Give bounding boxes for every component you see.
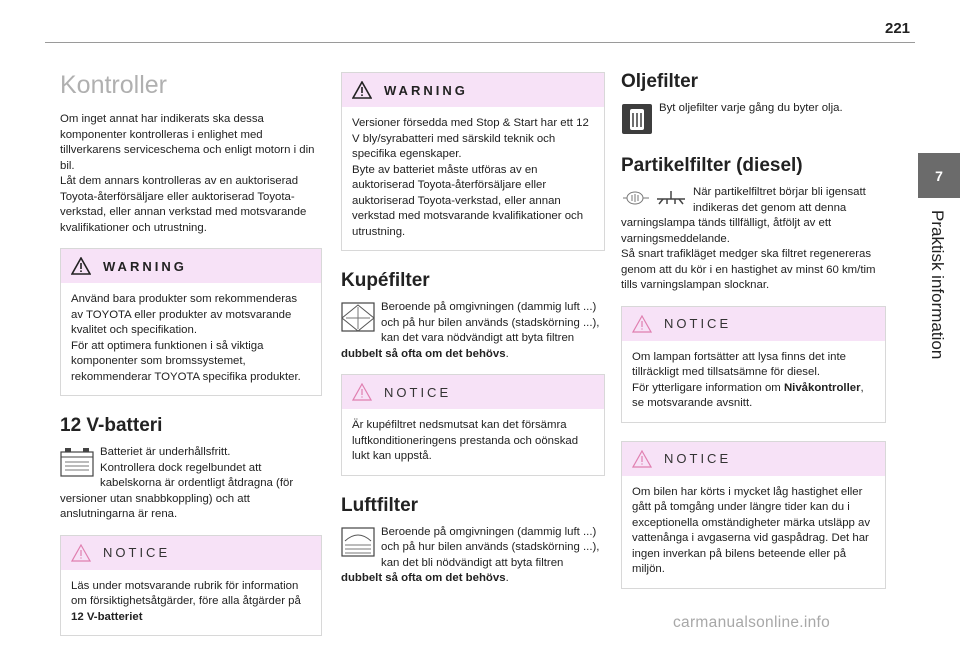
notice-header (622, 442, 885, 476)
batteri-text-1: Batteriet är underhållsfritt. (100, 446, 231, 458)
notice-label: NOTICE (384, 384, 452, 400)
partikelfilter-text-2: Så snart trafikläget medger ska filtret regenereras genom att du kör i en hastighet av minst 60 km/tim tills varningslampan slocknar. (621, 248, 876, 291)
notice-box-batteri (60, 535, 322, 637)
page-number: 221 (885, 20, 911, 37)
oil-filter-icon (621, 103, 653, 140)
notice-triangle-icon (632, 450, 652, 468)
notice-triangle-icon (632, 315, 652, 333)
partikelfilter-text-1: När partikelfiltret börjar bli igensatt indikeras det genom att denna varningslampa tänds tillfälligt, åtföljt av ett varningsmeddelande. (621, 186, 866, 245)
notice-bold-link[interactable]: 12 V-batteriet (71, 610, 143, 623)
column-1 (60, 70, 322, 654)
notice-header (342, 375, 604, 409)
batteri-text-2: Kontrollera dock regelbundet att kabelskorna är ordentligt åtdragna (för versioner utan snabbkoppling) och att anslutningarna är rena. (60, 461, 294, 520)
notice-text-2: För ytterligare information om Nivåkontroller, se motsvarande avsnitt. (632, 381, 864, 409)
warning-text-2: För att optimera funktionen i så viktiga komponenter som bromssystemet, rekommenderar TOYOTA specifika produkter. (71, 339, 301, 383)
notice-bold-link[interactable]: Nivåkontroller (783, 381, 861, 394)
footer-watermark: carmanualsonline.info (673, 614, 831, 631)
warning-box-stop-start (341, 72, 605, 251)
notice-box-vattenanga (621, 441, 886, 589)
top-divider (45, 42, 915, 43)
notice-label: NOTICE (103, 545, 171, 560)
notice-label: NOTICE (664, 451, 732, 466)
warning-header (342, 73, 604, 107)
column-2 (341, 70, 605, 587)
kupefilter-text: Beroende på omgivningen (dammig luft ...) och på hur bilen används (stadskörning ...), kan det vara nödvändigt att byta filtren dubbelt så ofta om det behövs. (341, 301, 600, 360)
notice-box-kupefilter (341, 374, 605, 476)
section-title-luftfilter: Luftfilter (341, 494, 419, 516)
warning-text-1: Versioner försedda med Stop & Start har ett 12 V bly/syrabatteri med särskild teknik och specifika egenskaper. (352, 117, 589, 160)
notice-label: NOTICE (664, 316, 732, 331)
kontroller-paragraph-1: Om inget annat har indikerats ska dessa komponenter kontrolleras i enlighet med tillverkarens serviceschema och enligt motorn i din bil. (60, 113, 315, 172)
cabin-filter-icon (341, 302, 375, 337)
warning-label: WARNING (384, 82, 468, 98)
chapter-title: Praktisk information (928, 210, 947, 360)
luftfilter-text: Beroende på omgivningen (dammig luft ...) och på hur bilen används (stadskörning ...), kan det bli nödvändigt att byta filtren dubbelt så ofta om det behövs. (341, 525, 600, 584)
warning-label: WARNING (103, 258, 187, 274)
notice-text: Läs under motsvarande rubrik för information om försiktighetsåtgärder, före alla åtgärder på 12 V-batteriet (71, 579, 301, 623)
kontroller-paragraph-2: Låt dem annars kontrolleras av en auktoriserad Toyota-återförsäljare eller auktoriserad Toyota-verkstad, eller annan verkstad med motsvarande kvalifikationer och utrustning. (60, 175, 307, 234)
notice-text-1: Om lampan fortsätter att lysa finns det inte tillräckligt med tillsatsämne för diesel. (632, 350, 846, 378)
notice-triangle-icon (71, 544, 91, 562)
warning-triangle-icon (352, 81, 372, 99)
particle-filter-warning-icon (621, 187, 687, 214)
oljefilter-text: Byt oljefilter varje gång du byter olja. (659, 102, 843, 114)
notice-text: Är kupéfiltret nedsmutsat kan det försämra luftkonditioneringens prestanda och oönskad lukt kan uppstå. (352, 419, 579, 462)
section-title-kupefilter: Kupéfilter (341, 270, 430, 291)
section-title-partikelfilter: Partikelfilter (diesel) (621, 155, 803, 176)
section-title-oljefilter: Oljefilter (621, 71, 699, 92)
notice-header (622, 307, 885, 341)
air-filter-icon (341, 527, 375, 562)
warning-triangle-icon (71, 257, 91, 275)
section-title-batteri: 12 V-batteri (60, 415, 163, 436)
notice-box-lampa (621, 306, 886, 423)
warning-box-products (60, 248, 322, 396)
battery-icon (60, 447, 94, 482)
warning-header (61, 249, 321, 283)
notice-header (61, 536, 321, 570)
column-3 (621, 70, 886, 607)
warning-text-2: Byte av batteriet måste utföras av en auktoriserad Toyota-återförsäljare eller auktoriserad Toyota-verkstad, eller annan verkstad med motsvarande kvalifikationer och utrustning. (352, 163, 584, 238)
notice-triangle-icon (352, 383, 372, 401)
chapter-tab[interactable]: 7 (918, 153, 960, 198)
notice-text: Om bilen har körts i mycket låg hastighet eller gått på tomgång under längre tider kan du i exceptionella omständigheter märka utsläpp av vattenånga i avgaserna vid gaspådrag. Det har ingen inverkan på bilens beteende eller på miljön. (632, 485, 871, 575)
warning-text-1: Använd bara produkter som rekommenderas av TOYOTA eller produkter av motsvarande kvalitet och specifikation. (71, 293, 298, 336)
section-title-kontroller: Kontroller (60, 71, 167, 99)
